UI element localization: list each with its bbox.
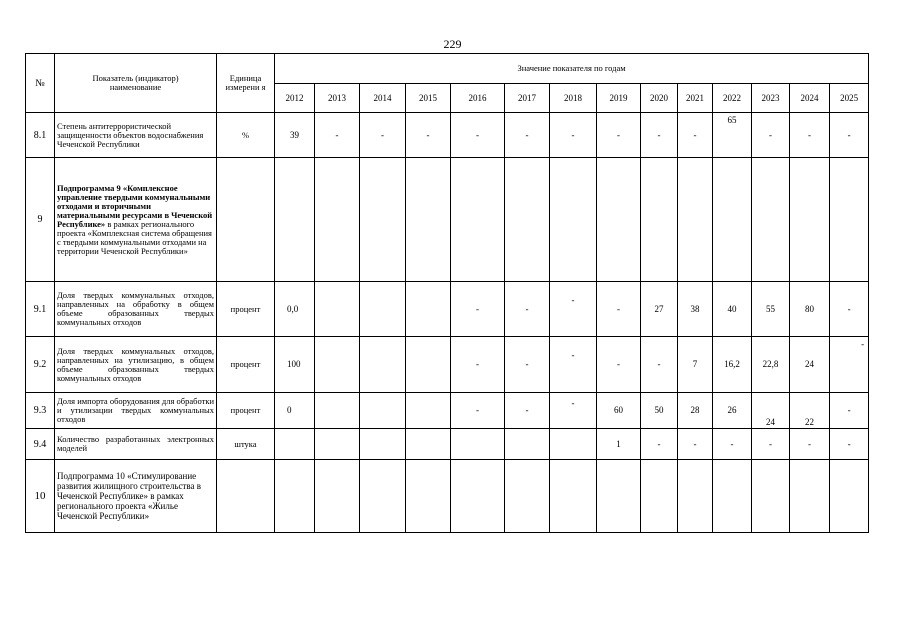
row-value: - [451,282,505,337]
row-unit: процент [217,337,275,393]
row-value: - [713,429,752,460]
row-value: - [641,337,678,393]
table-row [26,113,869,158]
row-unit: % [217,113,275,158]
row-value: - [597,113,641,158]
row-value [360,393,406,429]
row-value: 28 [678,393,713,429]
row-value [597,158,641,282]
row-value [830,460,869,533]
header-year: 2023 [752,84,790,113]
indicator-table [25,53,869,533]
row-unit: процент [217,393,275,429]
row-value [451,460,505,533]
row-value: - [505,337,550,393]
row-value [752,158,790,282]
row-value: 0,0 [275,282,315,337]
row-value [678,460,713,533]
header-year: 2020 [641,84,678,113]
row-indicator-name: Доля твердых коммунальных отходов, направленных на обработку в общем объеме образованных твердых коммунальных отходов [55,282,217,337]
row-value: 7 [678,337,713,393]
row-number: 9 [26,158,55,282]
row-value [275,158,315,282]
row-value [406,393,451,429]
table-row [26,429,869,460]
row-value [830,158,869,282]
row-unit: процент [217,282,275,337]
row-number: 9.4 [26,429,55,460]
row-value [713,158,752,282]
row-value [641,158,678,282]
row-value [406,337,451,393]
header-year: 2016 [451,84,505,113]
row-value [315,282,360,337]
row-unit [217,460,275,533]
row-value [451,158,505,282]
row-value: 0 [275,393,315,429]
row-indicator-name: Подпрограмма 10 «Стимулирование развития жилищного строительства в Чеченской Республике» в рамках регионального проекта «Жилье Чеченской Республики» [55,460,217,533]
row-value: - [752,429,790,460]
row-value: - [505,282,550,337]
row-value [550,429,597,460]
row-value: 80 [790,282,830,337]
row-number: 10 [26,460,55,533]
row-value [451,429,505,460]
header-row-1 [26,54,869,84]
row-value: - [406,113,451,158]
row-value [406,460,451,533]
subprogram-title: Подпрограмма 9 «Комплексное управление твердыми коммунальными отходами и вторичными материальными ресурсами в Чеченской Республике» [57,182,213,229]
row-value: - [550,113,597,158]
row-value [315,158,360,282]
row-value [360,337,406,393]
row-unit: штука [217,429,275,460]
row-value [360,158,406,282]
row-number: 9.2 [26,337,55,393]
row-value: - [360,113,406,158]
header-year: 2025 [830,84,869,113]
row-value [550,460,597,533]
row-indicator-name: Степень антитеррористической защищенности объектов водоснабжения Чеченской Республики [55,113,217,158]
row-value [550,158,597,282]
row-value [641,460,678,533]
row-value: - [678,113,713,158]
row-value [597,460,641,533]
row-value: - [597,282,641,337]
row-indicator-name: Доля твердых коммунальных отходов, направленных на утилизацию, в общем объеме образованных твердых коммунальных отходов [55,337,217,393]
row-value: - [752,113,790,158]
row-value [505,460,550,533]
row-number: 9.1 [26,282,55,337]
row-value [406,158,451,282]
row-value: - [550,282,597,337]
row-value: 22,8 [752,337,790,393]
table-row [26,158,869,282]
row-indicator-name [55,158,217,282]
row-value [275,429,315,460]
row-value [315,337,360,393]
header-year: 2013 [315,84,360,113]
row-value: 38 [678,282,713,337]
table-row [26,282,869,337]
row-value: - [678,429,713,460]
header-year: 2022 [713,84,752,113]
table-row [26,460,869,533]
row-value: 26 [713,393,752,429]
header-year: 2015 [406,84,451,113]
row-value: - [505,393,550,429]
row-value [752,460,790,533]
row-indicator-name: Доля импорта оборудования для обработки и утилизации твердых коммунальных отходов [55,393,217,429]
row-value: 39 [275,113,315,158]
table-row [26,393,869,429]
subprogram-description: в рамках регионального проекта «Комплексная система обращения с твердыми коммунальными отходами на территории Чеченской Республики» [57,218,212,256]
row-value: - [597,337,641,393]
row-value [406,429,451,460]
row-value: 50 [641,393,678,429]
row-value: 60 [597,393,641,429]
row-value [315,429,360,460]
row-value: 22 [790,393,830,429]
row-value: - [550,337,597,393]
header-unit: Единица измерени я [217,54,275,113]
header-num: № [26,54,55,113]
row-value: - [830,393,869,429]
row-value [505,158,550,282]
row-value: 24 [790,337,830,393]
header-year: 2019 [597,84,641,113]
row-value: - [830,282,869,337]
row-indicator-name: Количество разработанных электронных моделей [55,429,217,460]
header-values: Значение показателя по годам [275,54,869,84]
row-value: 1 [597,429,641,460]
header-year: 2014 [360,84,406,113]
header-year: 2017 [505,84,550,113]
row-value [360,429,406,460]
header-year: 2018 [550,84,597,113]
row-value: - [830,113,869,158]
row-value [713,460,752,533]
row-value: - [830,337,869,393]
header-year: 2012 [275,84,315,113]
row-value [790,460,830,533]
row-value [315,393,360,429]
row-value: - [451,113,505,158]
row-value: - [641,113,678,158]
row-value [360,282,406,337]
row-value: 55 [752,282,790,337]
row-number: 8.1 [26,113,55,158]
row-value [790,158,830,282]
row-value [678,158,713,282]
header-year: 2021 [678,84,713,113]
row-value: - [641,429,678,460]
row-value: - [451,393,505,429]
row-value: - [505,113,550,158]
row-value: 65 [713,113,752,158]
header-indicator: Показатель (индикатор) наименование [55,54,217,113]
row-value [315,460,360,533]
row-value [275,460,315,533]
table-row [26,337,869,393]
row-value: - [830,429,869,460]
row-value: 24 [752,393,790,429]
row-value: 40 [713,282,752,337]
row-value: - [790,429,830,460]
row-value: 27 [641,282,678,337]
row-value: - [451,337,505,393]
row-value [505,429,550,460]
row-value: - [550,393,597,429]
row-value: - [790,113,830,158]
row-value: 100 [275,337,315,393]
page-number: 229 [443,37,462,51]
row-number: 9.3 [26,393,55,429]
row-value [360,460,406,533]
row-value: - [315,113,360,158]
row-value [406,282,451,337]
row-unit [217,158,275,282]
row-value: 16,2 [713,337,752,393]
header-year: 2024 [790,84,830,113]
